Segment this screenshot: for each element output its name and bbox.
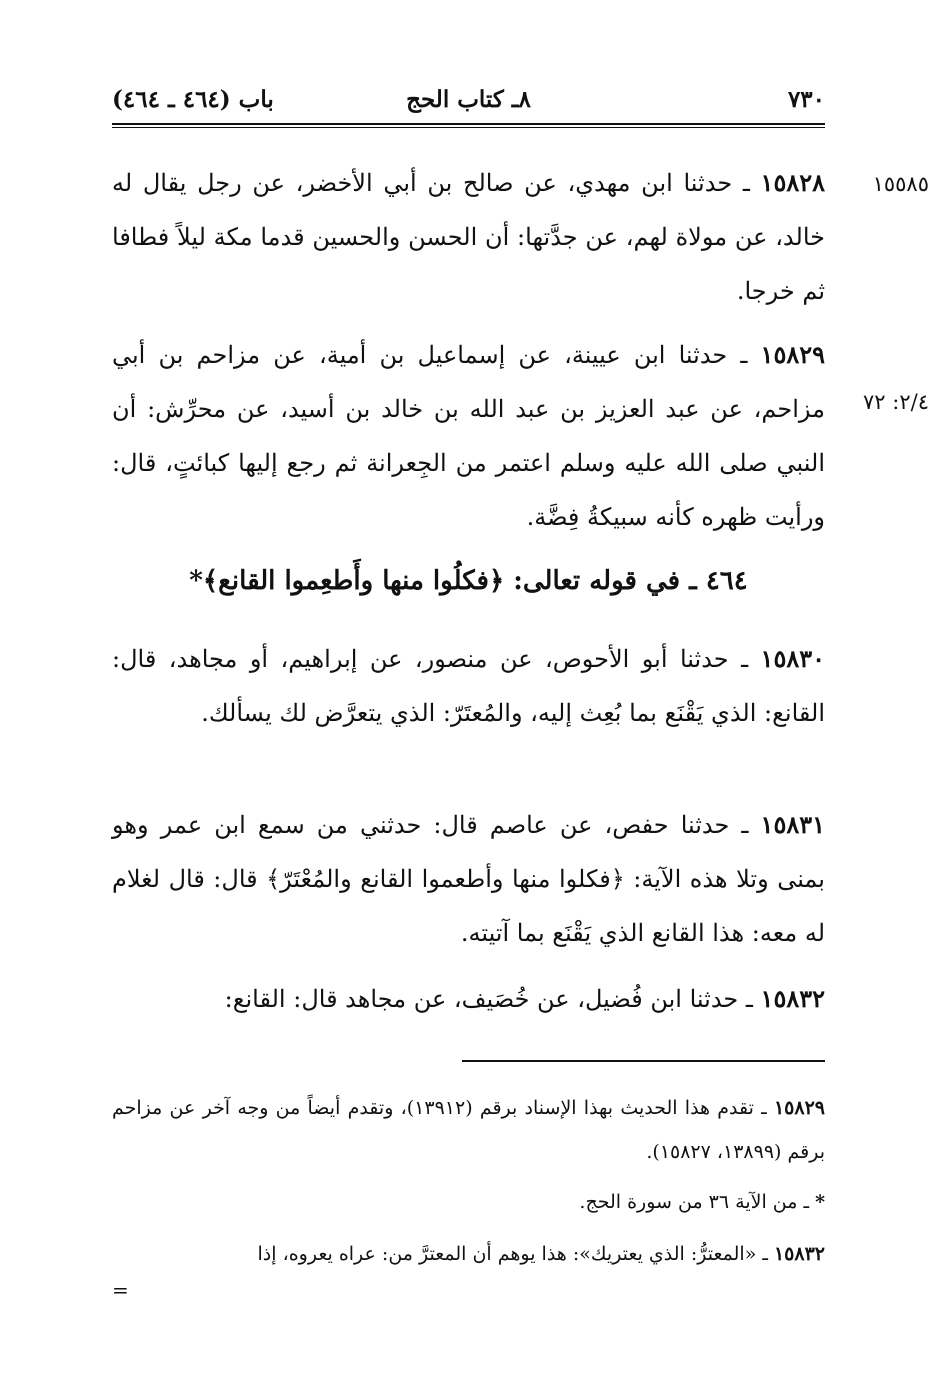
margin-reference: ٢/٤: ٧٢ — [863, 390, 929, 414]
footnote-separator — [462, 1060, 825, 1062]
hadith-text: ـ حدثنا ابن فُضيل، عن خُصَيف، عن مجاهد قال: القانع: — [224, 985, 761, 1013]
hadith-text: ـ حدثنا حفص، عن عاصم قال: حدثني من سمع ابن عمر وهو بمنى وتلا هذه الآية: ﴿فكلوا منها وأطعموا القانع والمُعْتَرّ﴾ قال: قال لغلام له معه: هذا القانع الذي يَقْنَع بما آتيته. — [112, 811, 825, 947]
section-heading: ٤٦٤ ـ في قوله تعالى: ﴿فكلُوا منها وأَطعِموا القانع﴾* — [189, 566, 748, 596]
hadith-paragraph — [112, 972, 825, 1026]
hadith-number: ١٥٨٣١ — [760, 810, 825, 839]
header-rule — [112, 123, 825, 128]
hadith-paragraph — [112, 328, 825, 544]
footnote — [112, 1086, 825, 1174]
footnote-text: ـ «المعترُّ: الذي يعتريك»: هذا يوهم أن المعترَّ من: عراه يعروه، إذا — [257, 1243, 774, 1265]
hadith-text: ـ حدثنا ابن عيينة، عن إسماعيل بن أمية، عن مزاحم بن أبي مزاحم، عن عبد العزيز بن عبد الله بن خالد بن أسيد، عن محرِّش: أن النبي صلى الله عليه وسلم اعتمر من الجِعرانة ثم رجع إليها كبائتٍ، قال: ورأيت ظهره كأنه سبيكةُ فِضَّة. — [112, 341, 825, 531]
page-header — [112, 78, 825, 122]
footnote-number: ١٥٨٢٩ — [773, 1097, 825, 1119]
hadith-text: ـ حدثنا أبو الأحوص، عن منصور، عن إبراهيم، أو مجاهد، قال: القانع: الذي يَقْنَع بما بُعِث إليه، والمُعتَرّ: الذي يتعرَّض لك يسألك. — [112, 645, 825, 727]
hadith-number: ١٥٨٢٩ — [760, 340, 825, 369]
hadith-number: ١٥٨٢٨ — [760, 168, 825, 197]
footnote-marker: * — [815, 1191, 825, 1213]
chapter-title: ٨ـ كتاب الحج — [406, 86, 531, 113]
hadith-number: ١٥٨٣٢ — [760, 984, 825, 1013]
page-number: ٧٣٠ — [787, 86, 825, 113]
hadith-paragraph — [112, 798, 825, 960]
hadith-paragraph — [112, 156, 825, 318]
footnote — [112, 1180, 825, 1224]
footnote — [112, 1232, 825, 1276]
section-range: باب (٤٦٤ ـ ٤٦٤) — [112, 86, 274, 113]
footnote-text: ـ تقدم هذا الحديث بهذا الإسناد برقم (١٣٩١٢)، وتقدم أيضاً من وجه آخر عن مزاحم برقم (١٣٨٩٩، ١٥٨٢٧). — [112, 1097, 825, 1163]
hadith-text: ـ حدثنا ابن مهدي، عن صالح بن أبي الأخضر، عن رجل يقال له خالد، عن مولاة لهم، عن جدَّتها: أن الحسن والحسين قدما مكة ليلاً فطافا ثم خرجا. — [112, 169, 825, 305]
continuation-mark: = — [112, 1278, 129, 1302]
hadith-paragraph — [112, 632, 825, 740]
footnote-number: ١٥٨٣٢ — [773, 1243, 825, 1265]
footnote-text: ـ من الآية ٣٦ من سورة الحج. — [579, 1191, 816, 1213]
hadith-number: ١٥٨٣٠ — [760, 644, 825, 673]
margin-reference: ١٥٥٨٥ — [872, 172, 929, 196]
